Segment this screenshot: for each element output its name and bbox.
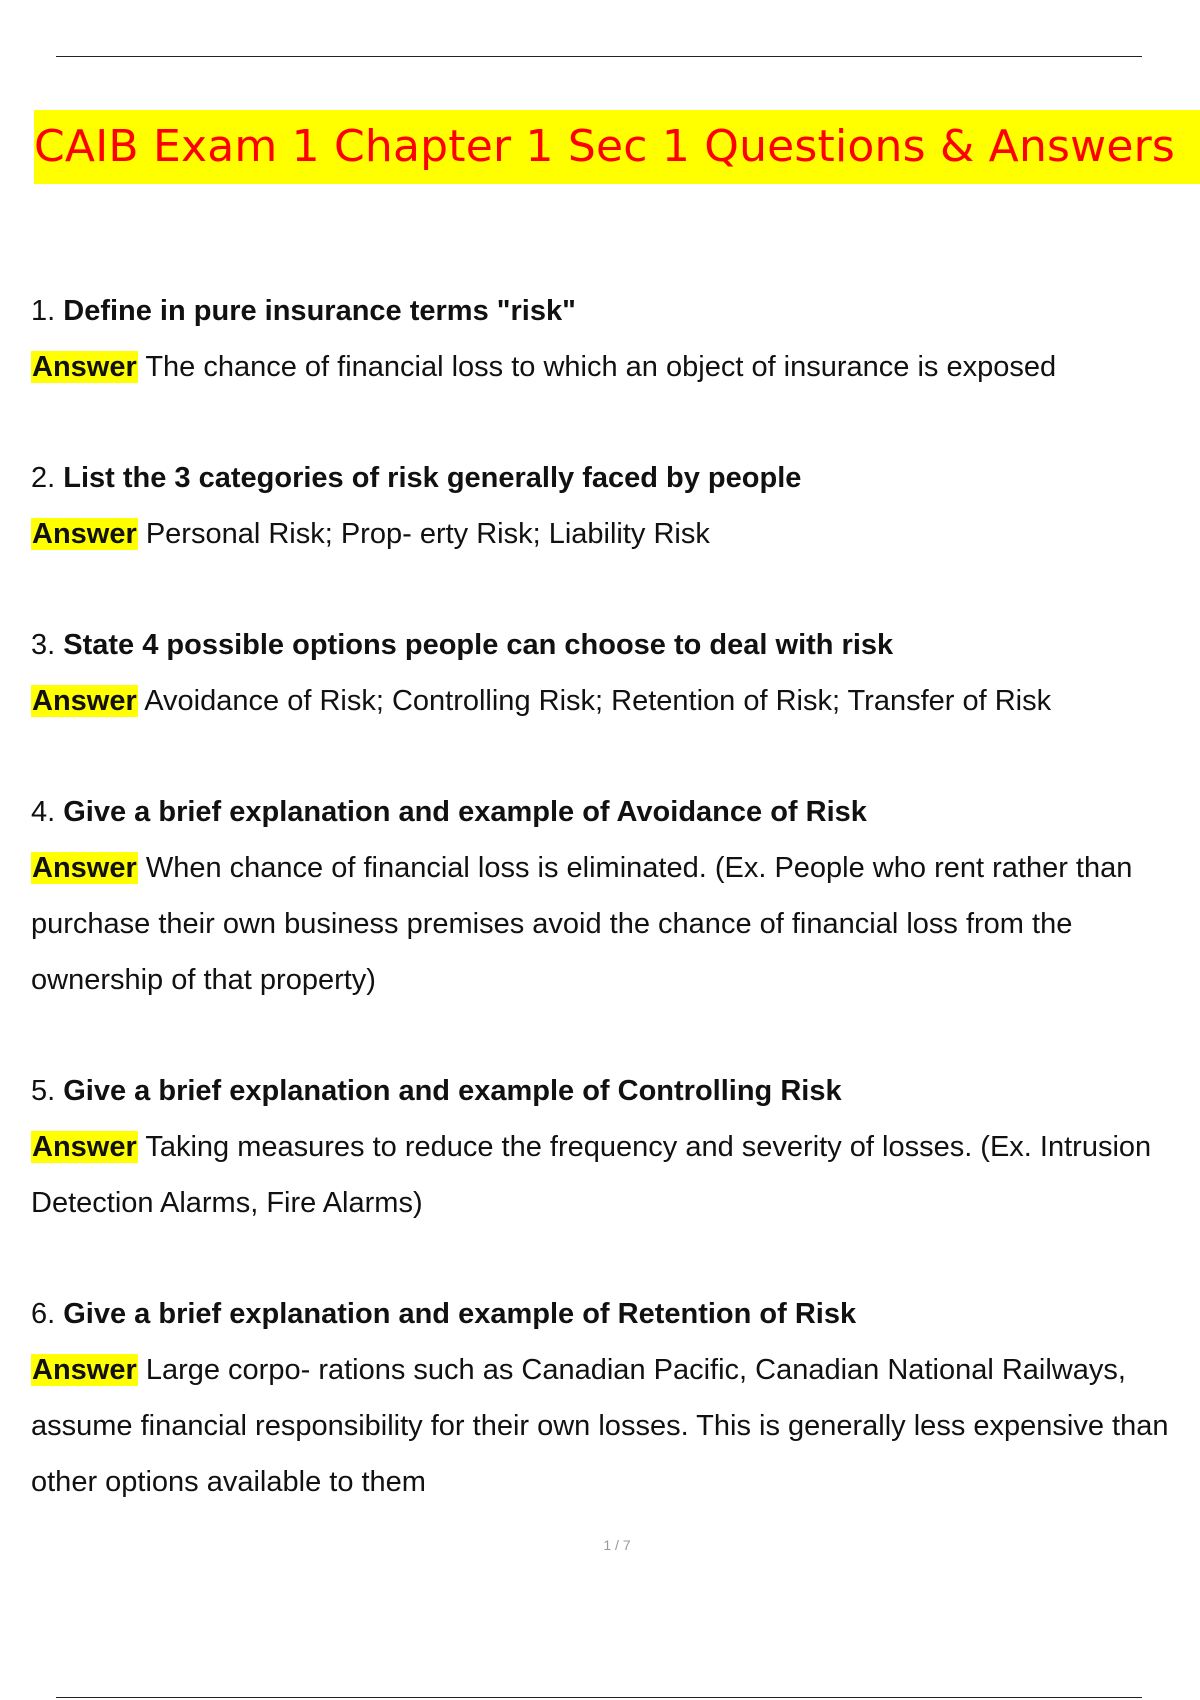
header-rule	[56, 56, 1142, 57]
answer-label: Answer	[32, 1131, 137, 1163]
answer-label: Answer	[32, 351, 137, 383]
page-indicator: 1 / 7	[603, 1537, 631, 1553]
question-5	[31, 1063, 1191, 1119]
question-number: 3.	[31, 629, 56, 661]
answer-label: Answer	[32, 1354, 137, 1386]
question-number: 4.	[31, 796, 56, 828]
question-2	[31, 450, 1191, 506]
answer-label: Answer	[32, 852, 137, 884]
qa-item-6	[31, 1286, 1191, 1510]
question-number: 1.	[31, 295, 56, 327]
question-number: 5.	[31, 1075, 56, 1107]
answer-4	[31, 840, 1191, 1008]
answer-2	[31, 506, 1191, 562]
answer-label: Answer	[32, 685, 137, 717]
question-number: 2.	[31, 462, 56, 494]
question-3	[31, 617, 1191, 673]
question-text: Give a brief explanation and example of Avoidance of Risk	[63, 796, 867, 828]
answer-3	[31, 673, 1191, 729]
answer-text: Taking measures to reduce the frequency and severity of losses. (Ex. Intrusion Detection Alarms, Fire Alarms)	[31, 1131, 1152, 1219]
qa-item-4	[31, 784, 1191, 1008]
qa-item-1	[31, 283, 1191, 395]
answer-label: Answer	[32, 518, 137, 550]
answer-text: Personal Risk; Prop- erty Risk; Liability Risk	[145, 518, 710, 550]
qa-item-3	[31, 617, 1191, 729]
qa-list	[31, 283, 1191, 1565]
answer-text: Avoidance of Risk; Controlling Risk; Retention of Risk; Transfer of Risk	[144, 685, 1052, 717]
question-1	[31, 283, 1191, 339]
question-text: Give a brief explanation and example of Controlling Risk	[63, 1075, 842, 1107]
answer-text: When chance of financial loss is eliminated. (Ex. People who rent rather than purchase their own business premises avoid the chance of financial loss from the ownership of that property)	[31, 852, 1133, 996]
answer-1	[31, 339, 1191, 395]
answer-text: The chance of financial loss to which an object of insurance is exposed	[145, 351, 1057, 383]
footer-rule	[56, 1697, 1142, 1698]
document-title: CAIB Exam 1 Chapter 1 Sec 1 Questions & Answers	[34, 121, 1176, 172]
question-number: 6.	[31, 1298, 56, 1330]
qa-item-2	[31, 450, 1191, 562]
question-6	[31, 1286, 1191, 1342]
question-text: State 4 possible options people can choose to deal with risk	[63, 629, 894, 661]
answer-5	[31, 1119, 1191, 1231]
qa-item-5	[31, 1063, 1191, 1231]
question-text: Define in pure insurance terms "risk"	[63, 295, 576, 327]
answer-6	[31, 1342, 1191, 1510]
question-text: Give a brief explanation and example of Retention of Risk	[63, 1298, 857, 1330]
answer-text: Large corpo- rations such as Canadian Pacific, Canadian National Railways, assume financial responsibility for their own losses. This is generally less expensive than other options available to them	[31, 1354, 1169, 1498]
question-4	[31, 784, 1191, 840]
question-text: List the 3 categories of risk generally faced by people	[63, 462, 802, 494]
